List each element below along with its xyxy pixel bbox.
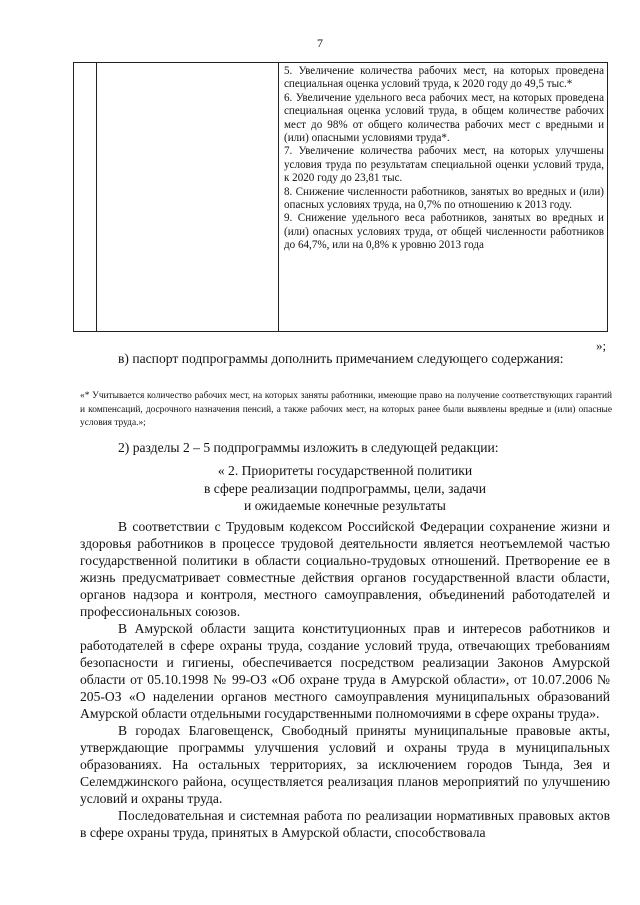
table-column-label <box>96 63 279 331</box>
section-heading-line-2: в сфере реализации подпрограммы, цели, задачи <box>203 480 486 496</box>
section-heading-line-1: « 2. Приоритеты государственной политики <box>217 463 473 478</box>
table-column-number <box>74 63 97 331</box>
indicator-item-8: 8. Снижение численности работников, занятых во вредных и (или) опасных условиях труда, на 0,7% по отношению к 2013 году. <box>284 185 604 212</box>
indicator-item-7: 7. Увеличение количества рабочих мест, на которых улучшены условия труда по результатам специальной оценки условий труда, к 2020 году до 23,81 тыс. <box>284 145 604 185</box>
body-paragraph: Последовательная и системная работа по реализации нормативных правовых актов в сфере охраны труда, принятых в Амурской области, способствовала <box>80 808 610 840</box>
indicator-item-6: 6. Увеличение удельного веса рабочих мест, на которых проведена специальная оценка условий труда, в общем количестве рабочих мест до 98% от общего количества рабочих мест с вредными и (или) опасными условиями труда*. <box>284 91 604 145</box>
table-column-indicators <box>284 65 604 253</box>
body-paragraph: В Амурской области защита конституционных прав и интересов работников и работодателей в сфере охраны труда, создание условий труда, отвечающих требованиям безопасности и гигиены, обеспечивается посредством реализации Законов Амурской области от 05.10.1998 № 99-ОЗ «Об охране труда в Амурской области», от 10.07.2006 № 205-ОЗ «О наделении органов местного самоуправления муниципальных образований Амурской области отдельными государственными полномочиями в сфере охраны труда». <box>80 621 610 721</box>
indicator-item-5: 5. Увеличение количества рабочих мест, на которых проведена специальная оценка условий труда, к 2020 году до 49,5 тыс.* <box>284 65 604 91</box>
amendment-v-text: в) паспорт подпрограммы дополнить примечанием следующего содержания: <box>118 351 564 366</box>
section-heading <box>80 462 610 515</box>
amendment-v <box>80 350 610 367</box>
body-paragraph: В городах Благовещенск, Свободный приняты муниципальные правовые акты, утверждающие программы улучшения условий и охраны труда в муниципальных образованиях. На остальных территориях, за исключением городов Тында, Зея и Селемджинского района, осуществляется реализация планов мероприятий по улучшению условий и охраны труда. <box>80 723 610 806</box>
indicator-item-9: 9. Снижение удельного веса работников, занятых во вредных и (или) опасных условиях труда, от общей численности работников до 64,7%, или на 0,8% к уровню 2013 года <box>284 212 604 252</box>
section-heading-line-3: и ожидаемые конечные результаты <box>244 498 446 514</box>
body-paragraphs <box>80 518 610 841</box>
table-closing-quote: »; <box>596 338 607 353</box>
footnote-text: «* Учитывается количество рабочих мест, на которых заняты работники, имеющие право на получение соответствующих гарантий и компенсаций, досрочного назначения пенсий, а также рабочих мест, на которых ранее были выявлены вредные и (или) опасные условия труда.»; <box>80 391 612 429</box>
amendment-2: 2) разделы 2 – 5 подпрограммы изложить в следующей редакции: <box>118 440 499 455</box>
page-number: 7 <box>317 36 323 50</box>
body-paragraph: В соответствии с Трудовым кодексом Российской Федерации сохранение жизни и здоровья работников в процессе трудовой деятельности является неотъемлемой частью государственной политики в области социально-трудовых отношений. Претворение ее в жизнь предусматривает совместные действия органов государственной власти области, органов надзора и контроля, местного самоуправления, объединений работодателей и профессиональных союзов. <box>80 519 610 619</box>
program-table <box>73 62 608 332</box>
